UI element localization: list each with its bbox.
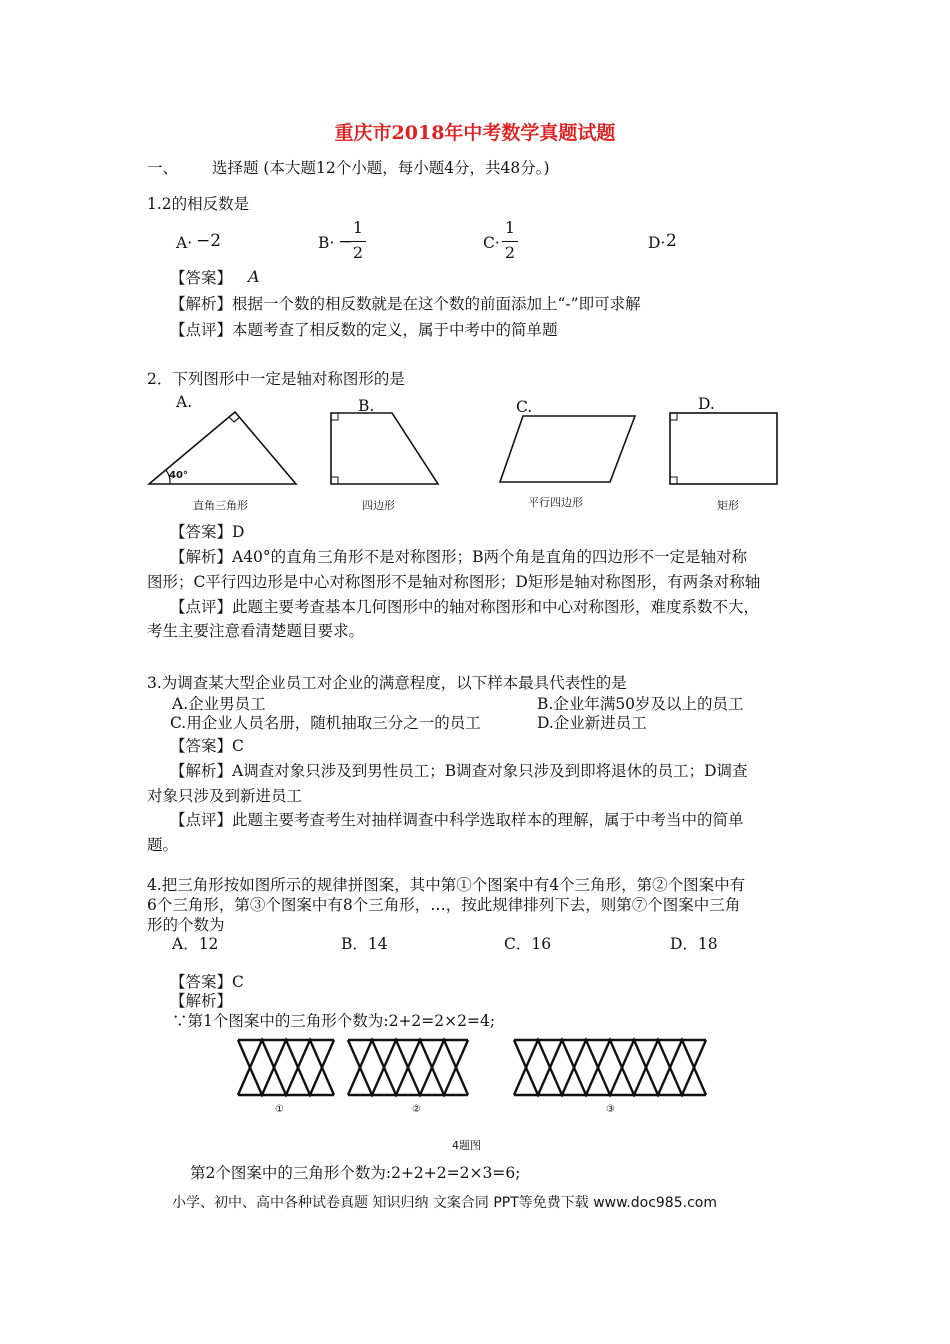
- q3-option-d: D.企业新进员工: [537, 714, 647, 732]
- q1-option-c-fraction-bar: [502, 241, 518, 242]
- q4-option-b: B．14: [341, 935, 388, 953]
- q4-step-1: ∵第1个图案中的三角形个数为:2+2=2×2=4;: [172, 1012, 496, 1030]
- q2-caption-a: 直角三角形: [193, 499, 248, 512]
- q4-option-c: C．16: [504, 935, 552, 953]
- section-heading: 选择题 (本大题12个小题，每小题4分，共48分。): [212, 159, 550, 177]
- q1-option-d-label: D·: [648, 234, 666, 252]
- q4-option-d: D．18: [670, 935, 718, 953]
- q1-option-d-value: 2: [666, 231, 677, 251]
- q2-analysis-line-2: 图形；C平行四边形是中心对称图形不是轴对称图形；D矩形是轴对称图形，有两条对称轴: [147, 573, 761, 591]
- q4-figure-label-2: ②: [412, 1104, 421, 1115]
- q3-option-c: C.用企业人员名册，随机抽取三分之一的员工: [170, 714, 481, 732]
- q2-label-b: B.: [358, 397, 375, 415]
- section-number: 一、: [147, 159, 179, 177]
- q3-analysis-line-1: 【解析】A调查对象只涉及到男性员工；B调查对象只涉及到即将退休的员工；D调查: [170, 762, 748, 780]
- page-title: 重庆市2018年中考数学真题试题: [334, 122, 616, 144]
- footer-promo: 小学、初中、高中各种试卷真题 知识归纳 文案合同 PPT等免费下载 www.doc985.com: [172, 1195, 717, 1211]
- q4-figure-label-3: ③: [606, 1104, 615, 1115]
- q4-figure-label-1: ①: [275, 1104, 284, 1115]
- q4-stem-line-3: 形的个数为: [147, 916, 225, 934]
- pattern-1: [238, 1040, 334, 1095]
- q4-option-a: A．12: [172, 935, 219, 953]
- q2-answer: 【答案】D: [170, 523, 245, 541]
- q2-label-c: C.: [516, 398, 533, 416]
- q3-answer: 【答案】C: [170, 737, 244, 755]
- rectangle-shape: [670, 413, 777, 484]
- q1-option-b-denominator: 2: [352, 243, 364, 262]
- q3-comment-line-2: 题。: [147, 836, 179, 854]
- q1-option-c-denominator: 2: [504, 243, 516, 262]
- q3-analysis-line-2: 对象只涉及到新进员工: [147, 787, 303, 805]
- q2-caption-b: 四边形: [362, 499, 395, 512]
- q4-figure-caption: 4题图: [452, 1139, 481, 1152]
- q1-option-b-fraction-bar: [350, 241, 366, 242]
- q1-option-a-value: −2: [196, 231, 222, 251]
- q3-option-a: A.企业男员工: [172, 695, 266, 713]
- q1-stem: 1.2的相反数是: [147, 195, 250, 213]
- q2-label-d: D.: [698, 395, 715, 413]
- q4-answer: 【答案】C: [170, 973, 244, 991]
- q1-answer-label: 【答案】: [170, 269, 233, 287]
- q4-step-2: 第2个图案中的三角形个数为:2+2+2=2×3=6;: [190, 1164, 521, 1182]
- q2-caption-c: 平行四边形: [528, 496, 583, 509]
- q2-label-a: A.: [176, 393, 193, 411]
- q1-comment: 【点评】本题考查了相反数的定义，属于中考中的简单题: [170, 321, 558, 339]
- q1-option-a-label: A·: [176, 234, 193, 252]
- q3-stem: 3.为调查某大型企业员工对企业的满意程度，以下样本最具代表性的是: [147, 674, 627, 692]
- q2-stem: 2．下列图形中一定是轴对称图形的是: [147, 370, 405, 388]
- q4-triangle-patterns-figure: [230, 1035, 720, 1125]
- pattern-3: [514, 1040, 706, 1095]
- q3-comment-line-1: 【点评】此题主要考查考生对抽样调查中科学选取样本的理解，属于中考当中的简单: [170, 811, 744, 829]
- q4-stem-line-1: 4.把三角形按如图所示的规律拼图案，其中第①个图案中有4个三角形，第②个图案中有: [147, 876, 746, 894]
- q4-analysis-label: 【解析】: [170, 992, 233, 1010]
- pattern-2: [348, 1040, 468, 1095]
- q1-option-b-label: B·: [318, 234, 335, 252]
- q2-analysis-line-1: 【解析】A40°的直角三角形不是对称图形；B两个角是直角的四边形不一定是轴对称: [170, 548, 748, 566]
- q3-option-b: B.企业年满50岁及以上的员工: [537, 695, 744, 713]
- q2-caption-d: 矩形: [717, 499, 739, 512]
- q2-angle-label: 40°: [169, 470, 188, 481]
- q1-analysis: 【解析】根据一个数的相反数就是在这个数的前面添加上“-”即可求解: [170, 295, 641, 313]
- parallelogram-shape: [500, 416, 635, 482]
- q1-option-b-sign: −: [338, 232, 353, 252]
- q2-shapes-figure: [140, 408, 820, 498]
- q1-option-c-label: C·: [483, 234, 500, 252]
- q1-option-c-numerator: 1: [504, 218, 516, 237]
- q2-comment-line-2: 考生主要注意看清楚题目要求。: [147, 622, 365, 640]
- q4-stem-line-2: 6个三角形，第③个图案中有8个三角形，…，按此规律排列下去，则第⑦个图案中三角: [147, 896, 741, 914]
- q1-answer-value: A: [248, 267, 260, 286]
- q1-option-b-numerator: 1: [352, 218, 364, 237]
- q2-comment-line-1: 【点评】此题主要考查基本几何图形中的轴对称图形和中心对称图形，难度系数不大，: [170, 598, 760, 616]
- quadrilateral-shape: [331, 413, 438, 484]
